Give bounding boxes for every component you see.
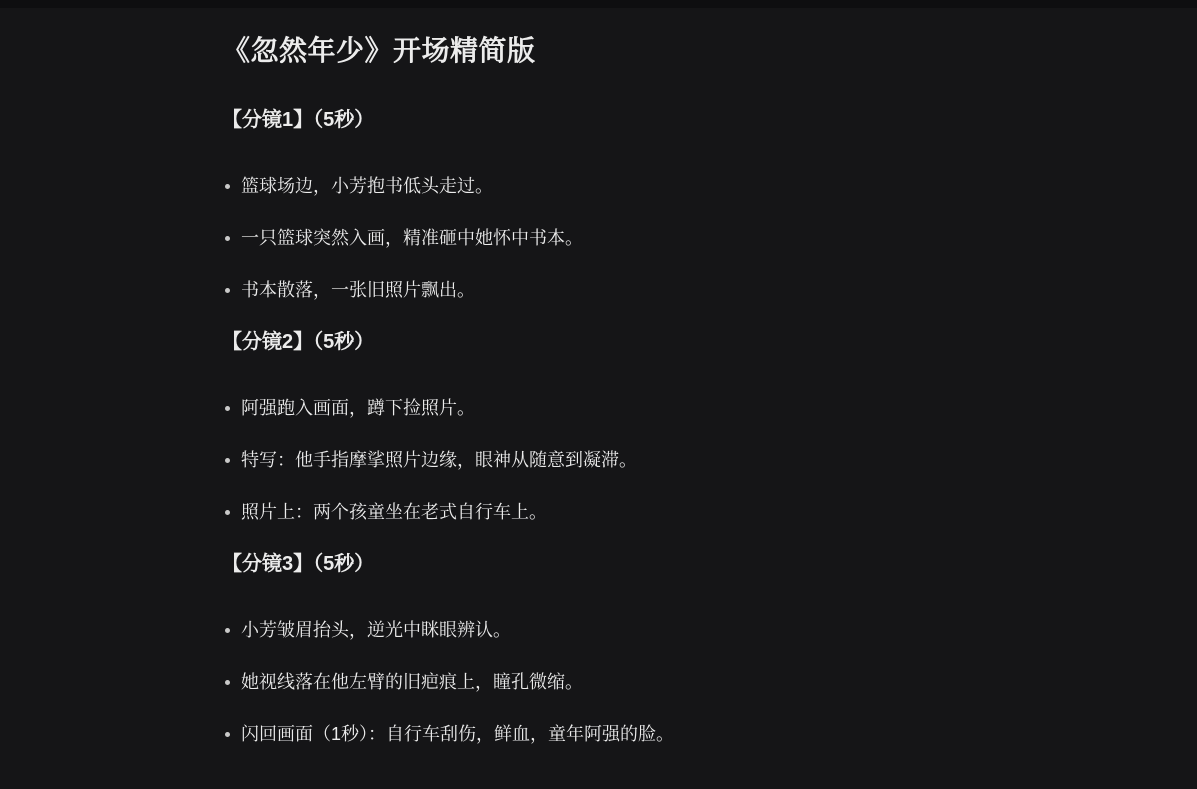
section-heading: 【分镜1】（5秒） xyxy=(222,109,375,131)
storyboard-document xyxy=(0,34,1197,748)
bullet-item xyxy=(222,668,1077,696)
bullet-icon xyxy=(225,236,230,241)
bullet-text: 小芳皱眉抬头，逆光中眯眼辨认。 xyxy=(241,620,511,640)
section-heading: 【分镜2】（5秒） xyxy=(222,331,375,353)
bullet-list xyxy=(222,172,1077,304)
bullet-item xyxy=(222,172,1077,200)
bullet-icon xyxy=(225,510,230,515)
bullet-item xyxy=(222,616,1077,644)
bullet-text: 她视线落在他左臂的旧疤痕上，瞳孔微缩。 xyxy=(241,672,583,692)
bullet-item xyxy=(222,224,1077,252)
top-edge-divider xyxy=(0,0,1197,8)
storyboard-section-2 xyxy=(222,328,1077,526)
bullet-icon xyxy=(225,184,230,189)
bullet-item xyxy=(222,276,1077,304)
bullet-item xyxy=(222,720,1077,748)
bullet-icon xyxy=(225,732,230,737)
bullet-text: 书本散落，一张旧照片飘出。 xyxy=(241,280,475,300)
bullet-text: 阿强跑入画面，蹲下捡照片。 xyxy=(241,398,475,418)
bullet-text: 照片上：两个孩童坐在老式自行车上。 xyxy=(241,502,547,522)
bullet-list xyxy=(222,394,1077,526)
bullet-item xyxy=(222,446,1077,474)
document-title: 《忽然年少》开场精简版 xyxy=(222,35,536,66)
bullet-icon xyxy=(225,458,230,463)
storyboard-section-1 xyxy=(222,106,1077,304)
bullet-text: 篮球场边，小芳抱书低头走过。 xyxy=(241,176,493,196)
bullet-text: 闪回画面（1秒）：自行车刮伤，鲜血，童年阿强的脸。 xyxy=(241,724,675,744)
bullet-text: 一只篮球突然入画，精准砸中她怀中书本。 xyxy=(241,228,583,248)
section-heading: 【分镜3】（5秒） xyxy=(222,553,375,575)
bullet-icon xyxy=(225,680,230,685)
bullet-list xyxy=(222,616,1077,748)
bullet-item xyxy=(222,498,1077,526)
bullet-icon xyxy=(225,406,230,411)
bullet-icon xyxy=(225,628,230,633)
bullet-text: 特写：他手指摩挲照片边缘，眼神从随意到凝滞。 xyxy=(241,450,637,470)
bullet-item xyxy=(222,394,1077,422)
storyboard-section-3 xyxy=(222,550,1077,748)
bullet-icon xyxy=(225,288,230,293)
